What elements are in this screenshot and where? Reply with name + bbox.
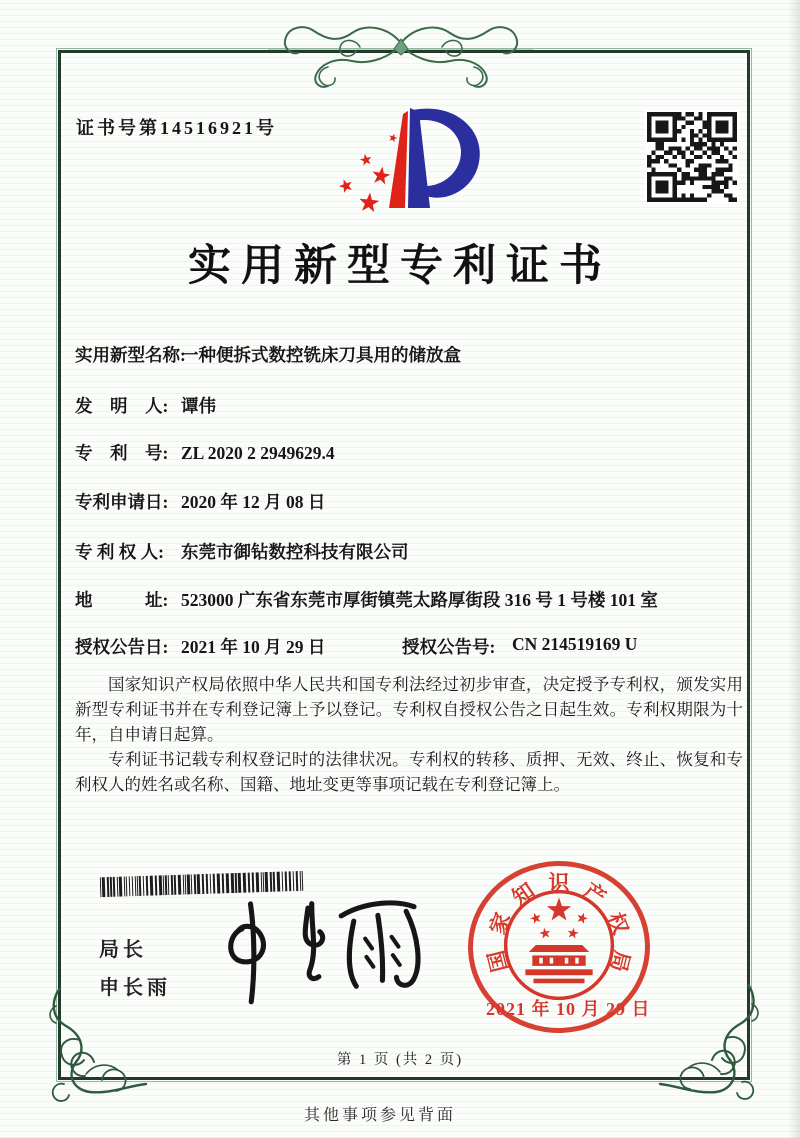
statutory-paragraph-2: 专利证书记载专利权登记时的法律状况。专利权的转移、质押、无效、终止、恢复和专利权人的姓名或名称、国籍、地址变更等事项记载在专利登记簿上。 <box>75 750 743 794</box>
filing-date-label: 专利申请日: <box>75 492 169 512</box>
grant-no-label: 授权公告号: <box>402 637 496 657</box>
grant-date-label: 授权公告日: <box>75 637 169 657</box>
seal-char: 权 <box>602 909 632 938</box>
seal-char: 局 <box>605 948 634 975</box>
address-label: 地 址: <box>75 590 169 610</box>
certificate-title: 实用新型专利证书 <box>188 243 612 290</box>
patentee-label: 专 利 权 人: <box>75 542 164 562</box>
patent-no-label: 专 利 号: <box>75 443 169 463</box>
filing-date-value: 2020 年 12 月 08 日 <box>181 492 326 512</box>
statutory-paragraph-1: 国家知识产权局依照中华人民共和国专利法经过初步审查，决定授予专利权，颁发实用新型专利证书并在专利登记簿上予以登记。专利权自授权公告之日起生效。专利权期限为十年，自申请日起算。 <box>75 675 743 744</box>
commissioner-name: 申长雨 <box>99 977 171 999</box>
cnipa-logo-icon <box>333 102 497 214</box>
seal-char: 产 <box>579 879 610 910</box>
seal-char: 知 <box>508 879 539 910</box>
back-note: 其他事项参见背面 <box>303 1107 456 1124</box>
name-label: 实用新型名称: <box>75 345 186 365</box>
address-value: 523000 广东省东莞市厚街镇莞太路厚街段 316 号 1 号楼 101 室 <box>181 590 658 610</box>
qr-code-icon <box>645 110 739 204</box>
grant-date-value: 2021 年 10 月 29 日 <box>181 637 326 657</box>
patent-no-value: ZL 2020 2 2949629.4 <box>181 443 335 463</box>
name-value: 一种便拆式数控铣床刀具用的储放盒 <box>181 345 461 365</box>
page-indicator: 第 1 页 (共 2 页) <box>336 1052 464 1068</box>
commissioner-title: 局长 <box>99 939 147 961</box>
seal-char: 家 <box>486 909 516 938</box>
certificate-number: 证书号第14516921号 <box>76 118 277 138</box>
seal-date: 2021 年 10 月 29 日 <box>486 999 651 1019</box>
grant-no-value: CN 214519169 U <box>512 634 638 654</box>
statutory-text <box>75 672 743 797</box>
signature-autograph-icon <box>212 893 428 1005</box>
seal-char: 识 <box>548 872 570 895</box>
inventor-value: 谭伟 <box>181 396 216 416</box>
inventor-label: 发 明 人: <box>75 396 169 416</box>
seal-char: 国 <box>484 948 513 975</box>
patentee-value: 东莞市御钻数控科技有限公司 <box>181 542 409 562</box>
